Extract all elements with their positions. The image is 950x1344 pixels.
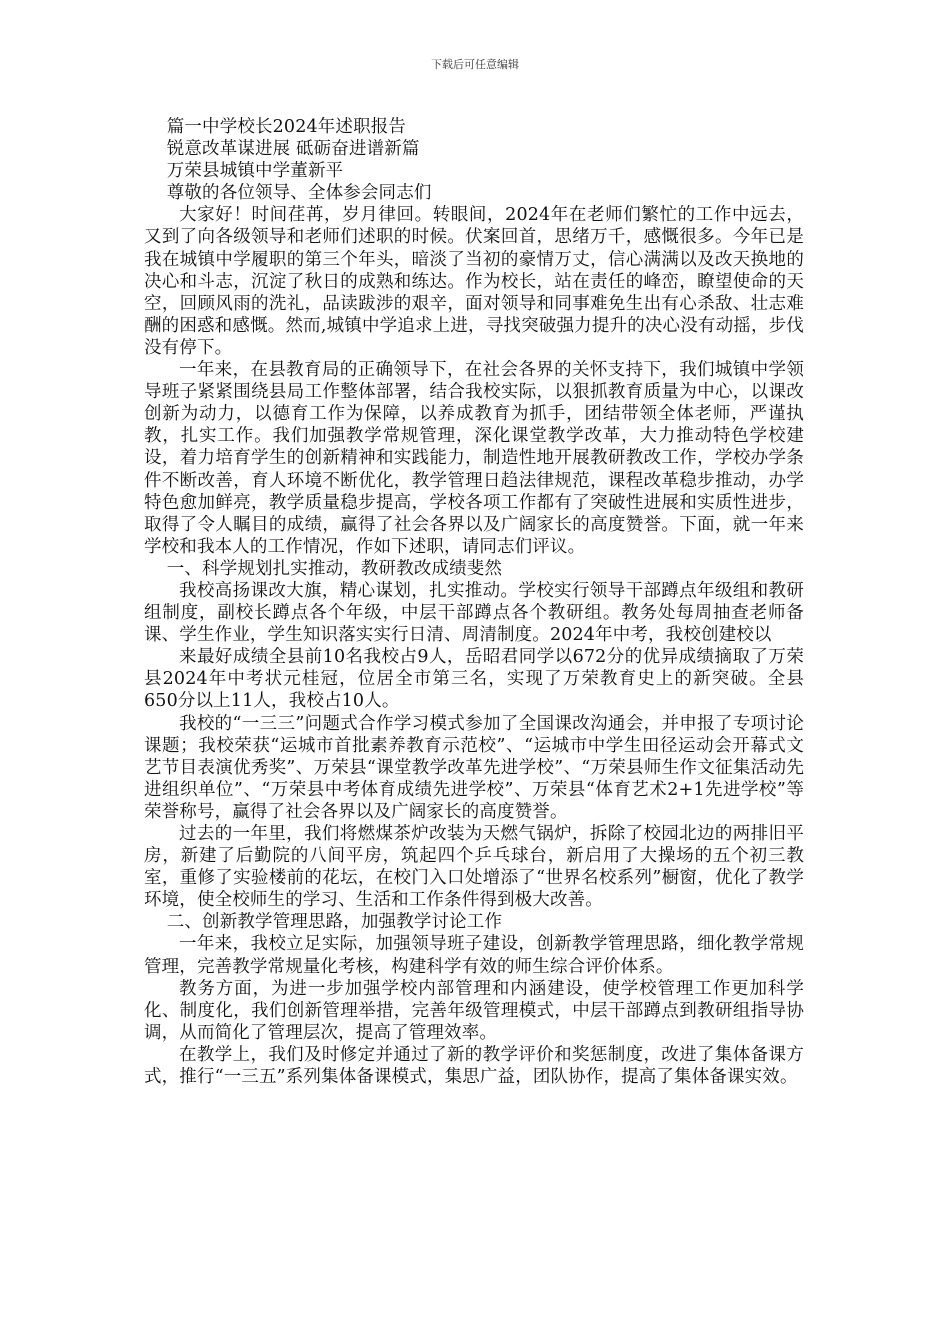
paragraph: 在教学上，我们及时修定并通过了新的教学评价和奖惩制度，改进了集体备课方式，推行“一三五”系列集体备课模式，集思广益，团队协作，提高了集体备课实效。 [144,1044,804,1088]
paragraph: 我校的“一三三”问题式合作学习模式参加了全国课改沟通会，并申报了专项讨论课题；我校荣获“运城市首批素养教育示范校”、“运城市中学生田径运动会开幕式文艺节目表演优秀奖”、万荣县“课堂教学改革先进学校”、“万荣县师生作文征集活动先进组织单位”、“万荣县中考体育成绩先进学校”、万荣县“体育艺术2+1先进学校”等荣誉称号，赢得了社会各界以及广阔家长的高度赞誉。 [144,713,804,822]
document-author: 万荣县城镇中学董新平 [166,161,344,182]
paragraph: 大家好！时间荏苒，岁月律回。转眼间，2024年在老师们繁忙的工作中远去，又到了向各级领导和老师们述职的时候。伏案回首，思绪万千，感慨很多。今年已是我在城镇中学履职的第三个年头，暗淡了当初的豪情万丈，信心满满以及改天换地的决心和斗志，沉淀了秋日的成熟和练达。作为校长，站在责任的峰峦，瞭望使命的天空，回顾风雨的洗礼，品读跋涉的艰辛，面对领导和同事难免生出有心杀敌、壮志难酬的困惑和感慨。然而,城镇中学追求上进，寻找突破强力提升的决心没有动摇，步伐没有停下。 [144,205,804,358]
paragraph: 我校高扬课改大旗，精心谋划，扎实推动。学校实行领导干部蹲点年级组和教研组制度，副校长蹲点各个年级，中层干部蹲点各个教研组。教务处每周抽查老师备课、学生作业，学生知识落实实行日清、周清制度。2024年中考，我校创建校以 [144,580,804,646]
paragraph: 一年来，我校立足实际，加强领导班子建设，创新教学管理思路，细化教学常规管理，完善教学常规量化考核，构建科学有效的师生综合评价体系。 [144,934,804,977]
paragraph: 来最好成绩全县前10名我校占9人，岳昭君同学以672分的优异成绩摘取了万荣县2024年中考状元桂冠，位居全市第三名，实现了万荣教育史上的新突破。全县650分以上11人，我校占10人。 [144,647,804,712]
document-subtitle: 锐意改革谋进展 砥砺奋进谱新篇 [166,139,420,160]
paragraph: 教务方面，为进一步加强学校内部管理和内涵建设，使学校管理工作更加科学化、制度化，我们创新管理举措，完善年级管理模式，中层干部蹲点到教研组指导协调，从而简化了管理层次，提高了管理效率。 [144,978,804,1043]
paragraph: 过去的一年里，我们将燃煤茶炉改装为天燃气锅炉，拆除了校园北边的两排旧平房，新建了后勤院的八间平房，筑起四个乒乓球台，新启用了大操场的五个初三教室，重修了实验楼前的花坛，在校门入口处增添了“世界名校系列”橱窗，优化了教学环境，使全校师生的学习、生活和工作条件得到极大改善。 [144,824,804,911]
paragraph: 一年来，在县教育局的正确领导下，在社会各界的关怀支持下，我们城镇中学领导班子紧紧围绕县局工作整体部署，结合我校实际，以狠抓教育质量为中心，以课改创新为动力，以德育工作为保障，以养成教育为抓手，团结带领全体老师，严谨执教，扎实工作。我们加强教学常规管理，深化课堂教学改革，大力推动特色学校建设，着力培育学生的创新精神和实践能力，制造性地开展教研教改工作，学校办学条件不断改善，育人环境不断优化，教学管理日趋法律规范，课程改革稳步推动，办学特色愈加鲜亮，教学质量稳步提高，学校各项工作都有了突破性进展和实质性进步，取得了令人瞩目的成绩，赢得了社会各界以及广阔家长的高度赞誉。下面，就一年来学校和我本人的工作情况，作如下述职，请同志们评议。 [144,360,804,557]
section-heading-2: 二、创新教学管理思路，加强教学讨论工作 [166,912,503,933]
page-header-note: 下载后可任意编辑 [431,58,519,71]
document-body [144,116,804,1088]
section-heading-1: 一、科学规划扎实推动，教研教改成绩斐然 [166,558,503,579]
salutation: 尊敬的各位领导、全体参会同志们 [166,183,432,204]
document-title: 篇一中学校长2024年述职报告 [166,117,407,137]
